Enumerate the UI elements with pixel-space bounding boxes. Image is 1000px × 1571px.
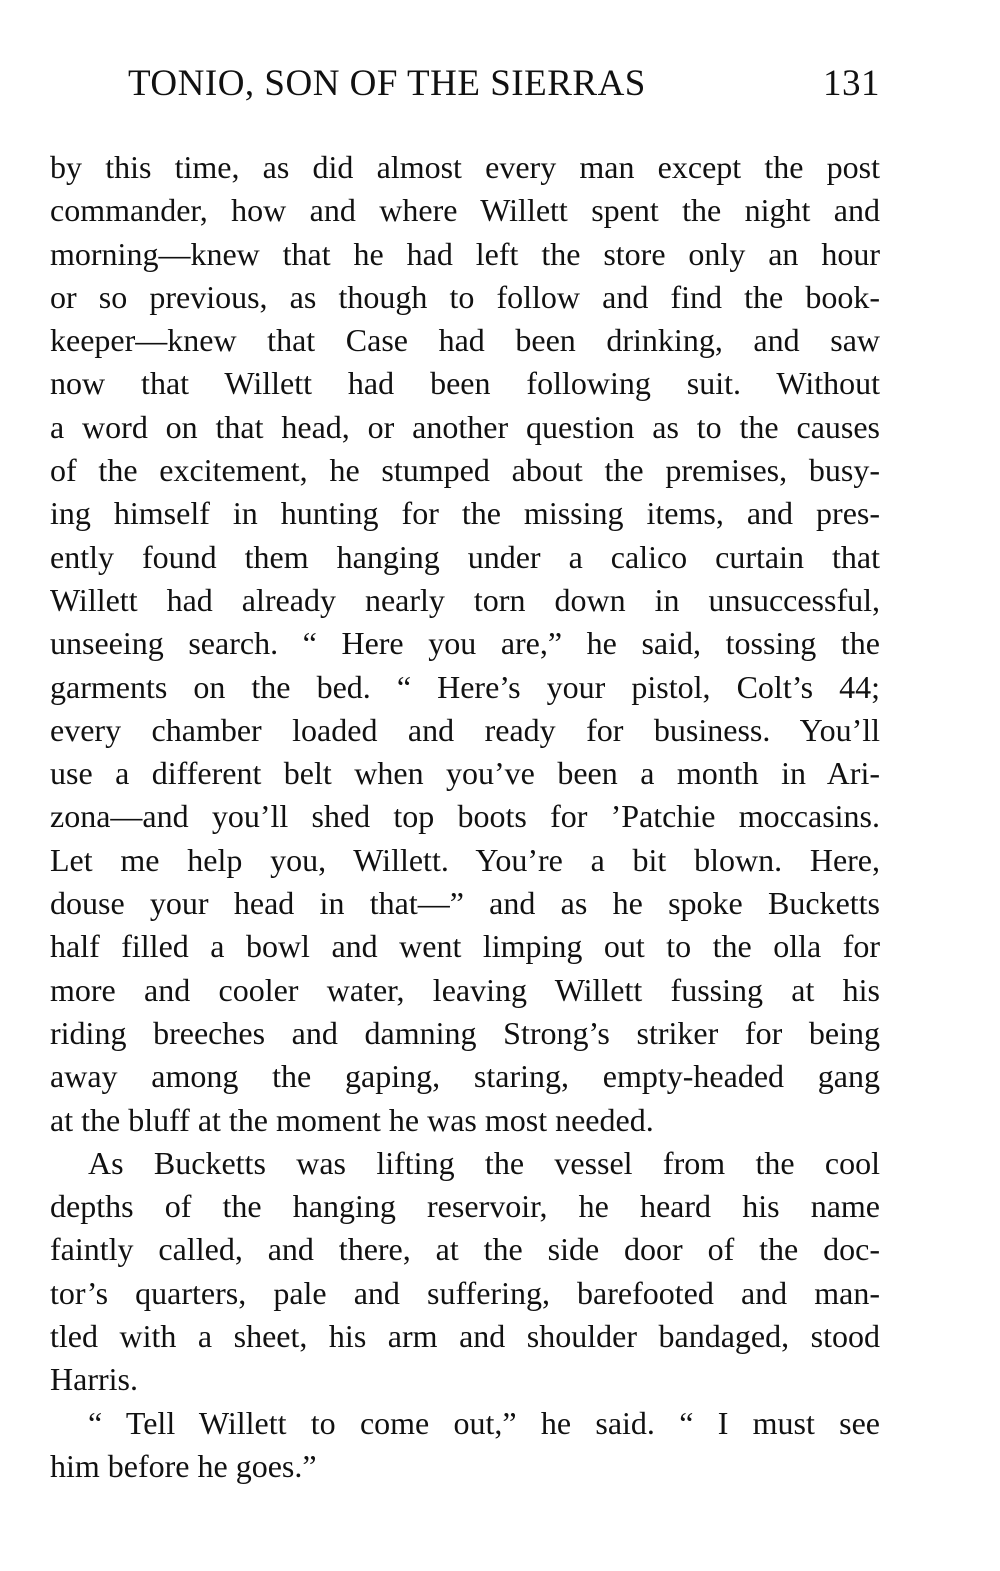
text-line: Let me help you, Willett. You’re a bit blown. Here, bbox=[50, 841, 880, 878]
text-line: douse your head in that—” and as he spoke Bucketts bbox=[50, 885, 880, 922]
text-line: half filled a bowl and went limping out to the olla for bbox=[50, 928, 880, 965]
text-line: unseeing search. “ Here you are,” he said, tossing the bbox=[50, 625, 880, 662]
text-line: zona—and you’ll shed top boots for ’Patchie moccasins. bbox=[50, 798, 880, 835]
text-line: by this time, as did almost every man except the post bbox=[50, 149, 880, 185]
paragraph-1 bbox=[50, 146, 880, 1142]
text-line: tled with a sheet, his arm and shoulder bandaged, stood bbox=[50, 1318, 880, 1355]
text-line: faintly called, and there, at the side door of the doc- bbox=[50, 1231, 880, 1268]
text-line: depths of the hanging reservoir, he heard his name bbox=[50, 1188, 880, 1225]
text-line: morning—knew that he had left the store only an hour bbox=[50, 235, 880, 272]
body-text bbox=[50, 146, 880, 1488]
text-line: him before he goes.” bbox=[50, 1447, 317, 1484]
text-line: Harris. bbox=[50, 1361, 138, 1398]
text-line: tor’s quarters, pale and suffering, barefooted and man- bbox=[50, 1274, 880, 1311]
text-line: riding breeches and damning Strong’s striker for being bbox=[50, 1014, 880, 1051]
text-line: a word on that head, or another question as to the causes bbox=[50, 408, 880, 445]
page-number: 131 bbox=[823, 63, 880, 104]
text-line: every chamber loaded and ready for business. You’ll bbox=[50, 711, 880, 748]
text-line: ing himself in hunting for the missing items, and pres- bbox=[50, 495, 880, 532]
text-line: As Bucketts was lifting the vessel from the cool bbox=[88, 1144, 880, 1181]
text-line: garments on the bed. “ Here’s your pistol, Colt’s 44; bbox=[50, 668, 880, 705]
text-line: more and cooler water, leaving Willett fussing at his bbox=[50, 971, 880, 1008]
text-line: “ Tell Willett to come out,” he said. “ I must see bbox=[88, 1404, 880, 1441]
page-header bbox=[128, 62, 880, 112]
text-line: at the bluff at the moment he was most needed. bbox=[50, 1101, 654, 1138]
text-line: commander, how and where Willett spent the night and bbox=[50, 192, 880, 229]
text-line: or so previous, as though to follow and find the book- bbox=[50, 278, 880, 315]
running-title: TONIO, SON OF THE SIERRAS bbox=[128, 63, 646, 104]
text-line: use a different belt when you’ve been a month in Ari- bbox=[50, 755, 880, 792]
text-line: ently found them hanging under a calico curtain that bbox=[50, 538, 880, 575]
text-line: of the excitement, he stumped about the premises, busy- bbox=[50, 452, 880, 489]
paragraph-3 bbox=[50, 1402, 880, 1489]
paragraph-2 bbox=[50, 1142, 880, 1402]
text-line: away among the gaping, staring, empty-headed gang bbox=[50, 1058, 880, 1095]
text-line: now that Willett had been following suit. Without bbox=[50, 365, 880, 402]
text-line: Willett had already nearly torn down in unsuccessful, bbox=[50, 581, 880, 618]
text-line: keeper—knew that Case had been drinking, and saw bbox=[50, 322, 880, 359]
